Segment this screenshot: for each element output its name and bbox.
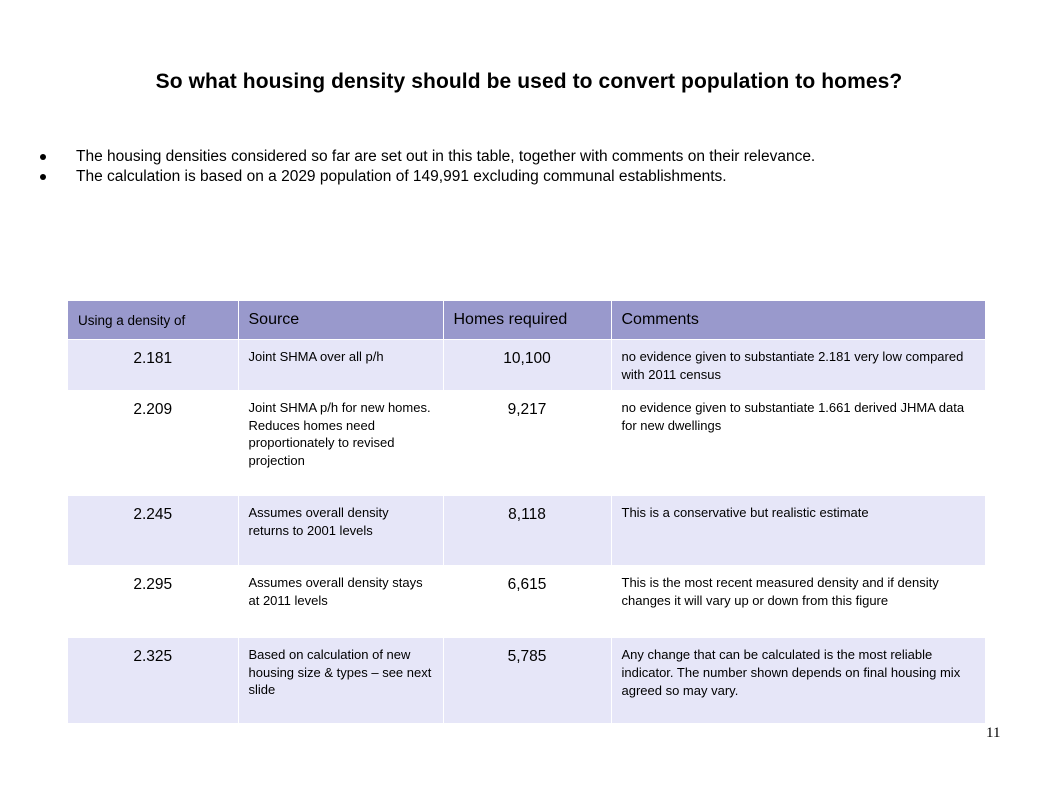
bullet-list — [40, 147, 970, 187]
source-cell: Joint SHMA p/h for new homes. Reduces homes need proportionately to revised projection — [238, 391, 443, 496]
source-cell: Based on calculation of new housing size & types – see next slide — [238, 638, 443, 724]
comment-cell: no evidence given to substantiate 2.181 very low compared with 2011 census — [611, 340, 985, 391]
bullet-dot-icon — [40, 154, 46, 160]
comment-cell: This is the most recent measured density and if density changes it will vary up or down from this figure — [611, 566, 985, 638]
bullet-item — [40, 147, 970, 167]
homes-cell: 8,118 — [443, 496, 611, 566]
page-title: So what housing density should be used to convert population to homes? — [155, 70, 903, 93]
comment-cell: no evidence given to substantiate 1.661 derived JHMA data for new dwellings — [611, 391, 985, 496]
page-number: 11 — [986, 725, 1001, 741]
homes-cell: 6,615 — [443, 566, 611, 638]
table-row — [68, 566, 985, 638]
header-comments: Comments — [611, 301, 985, 340]
density-cell: 2.245 — [68, 496, 238, 566]
source-cell: Assumes overall density returns to 2001 levels — [238, 496, 443, 566]
header-homes-required: Homes required — [443, 301, 611, 340]
density-cell: 2.209 — [68, 391, 238, 496]
density-cell: 2.295 — [68, 566, 238, 638]
homes-cell: 9,217 — [443, 391, 611, 496]
bullet-text: The calculation is based on a 2029 population of 149,991 excluding communal establishments. — [76, 168, 727, 185]
table-header-row — [68, 301, 985, 340]
bullet-item — [40, 167, 970, 187]
comment-cell: This is a conservative but realistic estimate — [611, 496, 985, 566]
table-row — [68, 496, 985, 566]
table-row — [68, 638, 985, 724]
density-table — [68, 301, 986, 724]
bullet-dot-icon — [40, 174, 46, 180]
homes-cell: 10,100 — [443, 340, 611, 391]
comment-cell: Any change that can be calculated is the most reliable indicator. The number shown depends on final housing mix agreed so may vary. — [611, 638, 985, 724]
bullet-text: The housing densities considered so far are set out in this table, together with comments on their relevance. — [76, 148, 816, 165]
source-cell: Assumes overall density stays at 2011 levels — [238, 566, 443, 638]
table-row — [68, 340, 985, 391]
density-cell: 2.325 — [68, 638, 238, 724]
table-row — [68, 391, 985, 496]
header-density: Using a density of — [68, 301, 238, 340]
homes-cell: 5,785 — [443, 638, 611, 724]
source-cell: Joint SHMA over all p/h — [238, 340, 443, 391]
density-cell: 2.181 — [68, 340, 238, 391]
header-source: Source — [238, 301, 443, 340]
